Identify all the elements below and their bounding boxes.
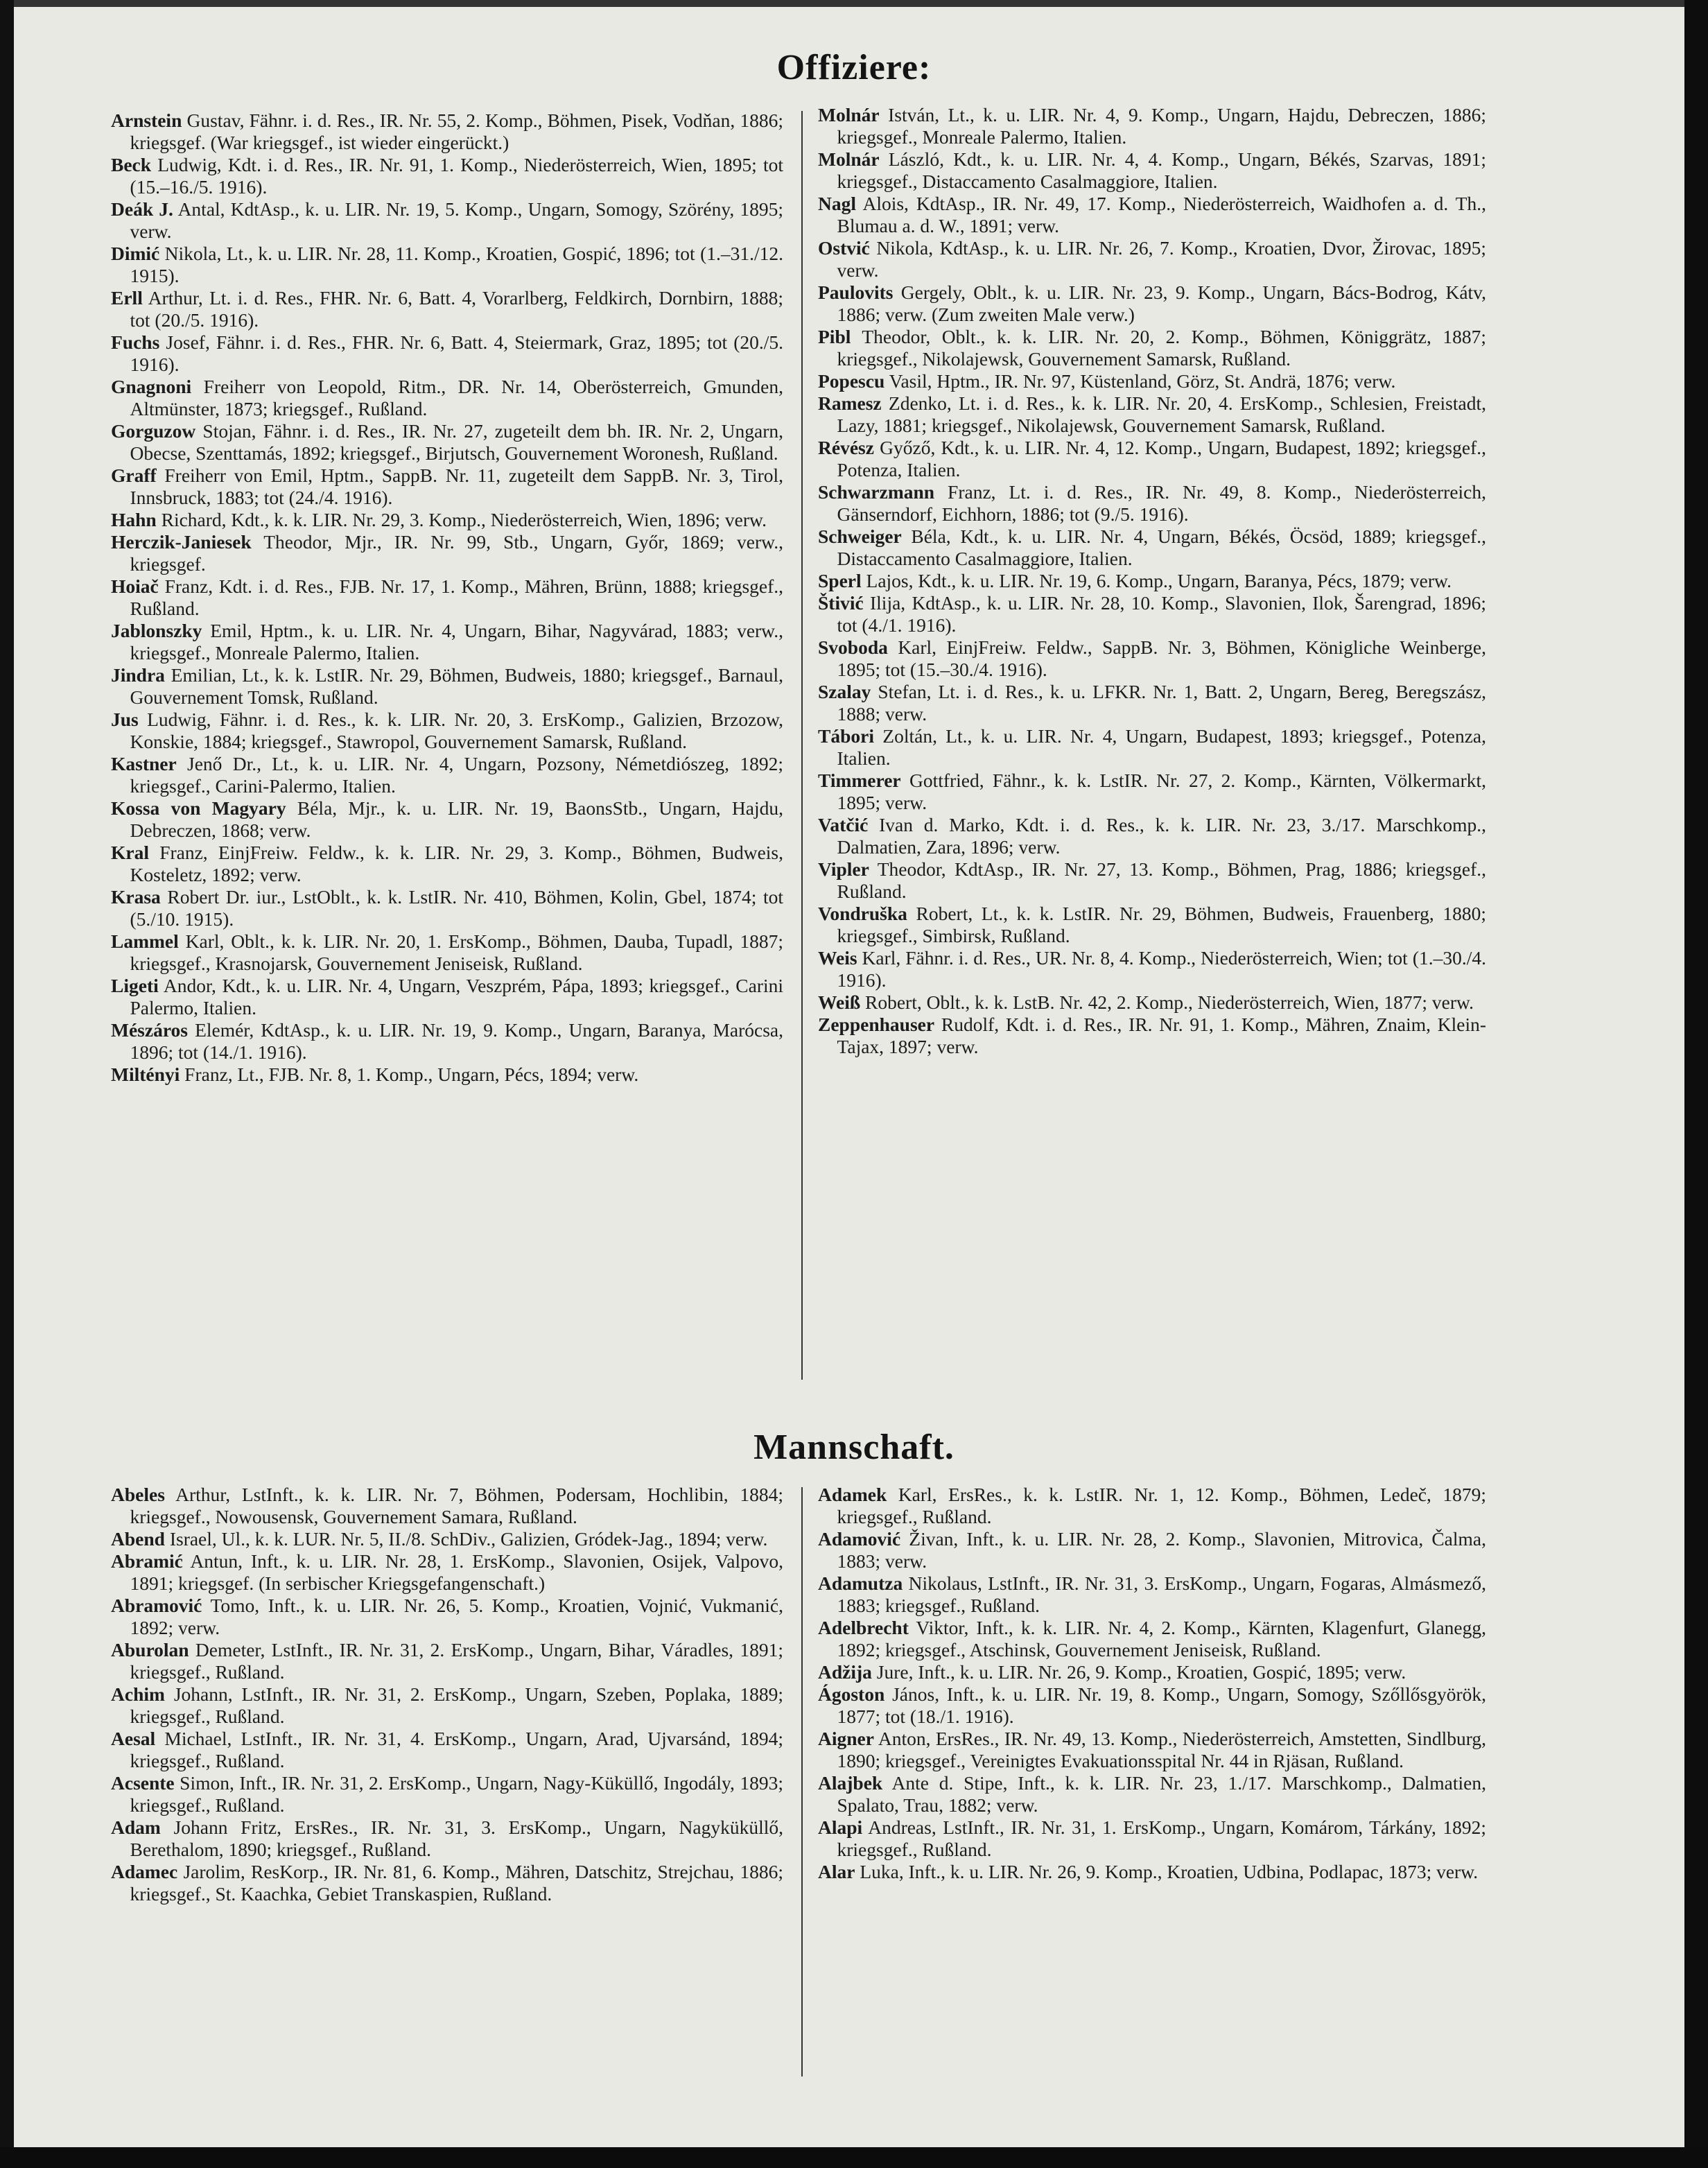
list-entry <box>111 1528 783 1550</box>
entry-surname: Herczik-Janiesek <box>111 531 252 553</box>
entry-surname: Aigner <box>818 1728 874 1749</box>
entry-details: Živan, Inft., k. u. LIR. Nr. 28, 2. Komp., Slavonien, Mitrovica, Čalma, 1883; verw. <box>837 1528 1486 1572</box>
entry-details: Johann Fritz, ErsRes., IR. Nr. 31, 3. ErsKomp., Ungarn, Nagyküküllő, Berethalom, 1890; kriegsgef., Rußland. <box>130 1816 784 1860</box>
entry-surname: Ostvić <box>818 237 870 259</box>
list-entry <box>111 287 783 331</box>
entry-surname: Svoboda <box>818 636 888 658</box>
entry-surname: Vatčić <box>818 814 869 835</box>
list-entry <box>818 947 1486 991</box>
entry-details: Anton, ErsRes., IR. Nr. 49, 13. Komp., Niederösterreich, Amstetten, Sindlburg, 1890; kriegsgef., Vereinigtes Evakuationsspital Nr. 44 in Rjäsan, Rußland. <box>837 1728 1486 1771</box>
entry-surname: Aburolan <box>111 1639 189 1660</box>
list-entry <box>818 1683 1486 1728</box>
entry-details: Elemér, KdtAsp., k. u. LIR. Nr. 19, 9. Komp., Ungarn, Baranya, Marócsa, 1896; tot (14./1. 1916). <box>130 1019 783 1063</box>
scan-border-top <box>0 0 1708 7</box>
entry-surname: Ramesz <box>818 392 882 414</box>
entry-surname: Beck <box>111 154 152 175</box>
entry-surname: Sperl <box>818 570 862 591</box>
entry-surname: Abend <box>111 1528 165 1550</box>
entry-details: Ante d. Stipe, Inft., k. k. LIR. Nr. 23, 1./17. Marschkomp., Dalmatien, Spalato, Trau, 1882; verw. <box>837 1772 1486 1816</box>
entry-details: Tomo, Inft., k. u. LIR. Nr. 26, 5. Komp., Kroatien, Vojnić, Vukmanić, 1892; verw. <box>130 1595 783 1638</box>
entry-details: Viktor, Inft., k. k. LIR. Nr. 4, 2. Komp., Kärnten, Klagenfurt, Glanegg, 1892; kriegsgef., Atschinsk, Gouvernement Jeniseisk, Rußland. <box>837 1617 1486 1660</box>
list-entry <box>818 570 1486 592</box>
entry-surname: Adamec <box>111 1861 178 1882</box>
entry-details: Johann, LstInft., IR. Nr. 31, 2. ErsKomp., Ungarn, Szeben, Poplaka, 1889; kriegsgef., Rußland. <box>130 1683 783 1727</box>
list-entry <box>818 991 1486 1014</box>
list-entry <box>111 509 783 531</box>
list-entry <box>111 1728 783 1772</box>
entry-details: István, Lt., k. u. LIR. Nr. 4, 9. Komp., Ungarn, Hajdu, Debreczen, 1886; kriegsgef., Monreale Palermo, Italien. <box>837 104 1486 148</box>
entry-details: Theodor, KdtAsp., IR. Nr. 27, 13. Komp., Böhmen, Prag, 1886; kriegsgef., Rußland. <box>837 858 1486 902</box>
list-entry <box>111 1816 783 1861</box>
entry-details: Jenő Dr., Lt., k. u. LIR. Nr. 4, Ungarn, Pozsony, Németdiószeg, 1892; kriegsgef., Carini-Palermo, Italien. <box>130 753 783 797</box>
entry-details: László, Kdt., k. u. LIR. Nr. 4, 4. Komp., Ungarn, Békés, Szarvas, 1891; kriegsgef., Distaccamento Casalmaggiore, Italien. <box>837 148 1486 192</box>
list-entry <box>111 1772 783 1816</box>
list-entry <box>111 575 783 620</box>
list-entry <box>818 237 1486 281</box>
entry-details: Győző, Kdt., k. u. LIR. Nr. 4, 12. Komp., Ungarn, Budapest, 1892; kriegsgef., Potenza, Italien. <box>837 437 1486 480</box>
list-entry <box>818 592 1486 636</box>
entry-details: Richard, Kdt., k. k. LIR. Nr. 29, 3. Komp., Niederösterreich, Wien, 1896; verw. <box>161 509 767 530</box>
entry-details: Alois, KdtAsp., IR. Nr. 49, 17. Komp., Niederösterreich, Waidhofen a. d. Th., Blumau a. d. W., 1891; verw. <box>837 193 1486 236</box>
entry-surname: Kastner <box>111 753 177 774</box>
entry-surname: Adam <box>111 1816 161 1838</box>
column-divider <box>801 111 803 1380</box>
entry-surname: Jindra <box>111 664 165 686</box>
entry-surname: Dimić <box>111 243 160 264</box>
scan-border-left <box>0 0 14 2168</box>
entry-surname: Paulovits <box>818 281 894 303</box>
entry-details: Theodor, Oblt., k. k. LIR. Nr. 20, 2. Komp., Böhmen, Königgrätz, 1887; kriegsgef., Nikolajewsk, Gouvernement Samarsk, Rußland. <box>837 326 1486 370</box>
entry-details: Nikola, Lt., k. u. LIR. Nr. 28, 11. Komp., Kroatien, Gospić, 1896; tot (1.–31./12. 1915). <box>130 243 784 286</box>
entry-details: Ludwig, Kdt. i. d. Res., IR. Nr. 91, 1. Komp., Niederösterreich, Wien, 1895; tot (15.–16./5. 1916). <box>130 154 783 198</box>
list-entry <box>818 636 1486 681</box>
column-divider <box>801 1487 803 2076</box>
entry-details: János, Inft., k. u. LIR. Nr. 19, 8. Komp., Ungarn, Somogy, Szőllősgyörök, 1877; tot (18./1. 1916). <box>837 1683 1486 1727</box>
list-entry <box>111 1484 783 1528</box>
entry-details: Freiherr von Leopold, Ritm., DR. Nr. 14, Oberösterreich, Gmunden, Altmünster, 1873; kriegsgef., Rußland. <box>130 376 783 419</box>
entry-details: Luka, Inft., k. u. LIR. Nr. 26, 9. Komp., Kroatien, Udbina, Podlapac, 1873; verw. <box>860 1861 1479 1882</box>
entry-details: Vasil, Hptm., IR. Nr. 97, Küstenland, Görz, St. Andrä, 1876; verw. <box>889 370 1396 392</box>
list-entry <box>818 104 1486 148</box>
entry-details: Stefan, Lt. i. d. Res., k. u. LFKR. Nr. 1, Batt. 2, Ungarn, Bereg, Beregszász, 1888; verw. <box>837 681 1487 725</box>
entry-surname: Alajbek <box>818 1772 883 1794</box>
entry-surname: Alar <box>818 1861 855 1882</box>
entry-details: Gustav, Fähnr. i. d. Res., IR. Nr. 55, 2. Komp., Böhmen, Pisek, Vodňan, 1886; kriegsgef. (War kriegsgef., ist wieder eingerückt.) <box>130 110 783 153</box>
entry-details: Freiherr von Emil, Hptm., SappB. Nr. 11, zugeteilt dem SappB. Nr. 3, Tirol, Innsbruck, 1883; tot (24./4. 1916). <box>130 465 783 508</box>
entry-surname: Kossa von Magyary <box>111 797 286 819</box>
entry-surname: Aesal <box>111 1728 156 1749</box>
offiziere-right-column <box>818 104 1486 1058</box>
list-entry <box>111 753 783 797</box>
entry-surname: Weis <box>818 947 857 969</box>
entry-surname: Zeppenhauser <box>818 1014 935 1035</box>
list-entry <box>111 797 783 842</box>
list-entry <box>111 886 783 930</box>
entry-details: Andor, Kdt., k. u. LIR. Nr. 4, Ungarn, Veszprém, Pápa, 1893; kriegsgef., Carini Palermo, Italien. <box>130 975 784 1018</box>
entry-surname: Popescu <box>818 370 885 392</box>
entry-surname: Vondruška <box>818 903 907 924</box>
entry-details: Robert, Oblt., k. k. LstB. Nr. 42, 2. Komp., Niederösterreich, Wien, 1877; verw. <box>865 991 1474 1013</box>
entry-surname: Fuchs <box>111 331 160 353</box>
entry-surname: Hoiač <box>111 575 159 597</box>
entry-details: Israel, Ul., k. k. LUR. Nr. 5, II./8. SchDiv., Galizien, Gródek-Jag., 1894; verw. <box>169 1528 768 1550</box>
entry-surname: Hahn <box>111 509 157 530</box>
entry-surname: Abramić <box>111 1550 183 1572</box>
entry-details: Antun, Inft., k. u. LIR. Nr. 28, 1. ErsKomp., Slavonien, Osijek, Valpovo, 1891; kriegsgef. (In serbischer Kriegsgefangenschaft.) <box>130 1550 784 1594</box>
list-entry <box>818 681 1486 725</box>
entry-surname: Adamek <box>818 1484 887 1505</box>
list-entry <box>818 814 1486 858</box>
entry-details: Béla, Mjr., k. u. LIR. Nr. 19, BaonsStb., Ungarn, Hajdu, Debreczen, 1868; verw. <box>130 797 784 841</box>
list-entry <box>818 1661 1486 1683</box>
entry-details: Franz, Lt. i. d. Res., IR. Nr. 49, 8. Komp., Niederösterreich, Gänserndorf, Eichhorn, 1886; tot (9./5. 1916). <box>837 481 1486 525</box>
entry-details: Emilian, Lt., k. k. LstIR. Nr. 29, Böhmen, Budweis, 1880; kriegsgef., Barnaul, Gouvernement Tomsk, Rußland. <box>130 664 783 708</box>
entry-surname: Vipler <box>818 858 869 880</box>
entry-surname: Achim <box>111 1683 165 1705</box>
offiziere-heading: Offiziere: <box>776 48 932 87</box>
entry-surname: Adžija <box>818 1661 872 1683</box>
mannschaft-heading: Mannschaft. <box>753 1428 955 1467</box>
entry-details: Robert Dr. iur., LstOblt., k. k. LstIR. Nr. 410, Böhmen, Kolin, Gbel, 1874; tot (5./10. 1915). <box>130 886 783 930</box>
list-entry <box>111 154 783 198</box>
entry-details: Gottfried, Fähnr., k. k. LstIR. Nr. 27, 2. Komp., Kärnten, Völkermarkt, 1895; verw. <box>837 770 1487 813</box>
list-entry <box>111 842 783 886</box>
list-entry <box>111 1019 783 1064</box>
list-entry <box>818 1484 1486 1528</box>
entry-surname: Abeles <box>111 1484 165 1505</box>
entry-surname: Schweiger <box>818 526 902 547</box>
list-entry <box>111 243 783 287</box>
scan-border-right <box>1684 0 1708 2168</box>
entry-surname: Gorguzow <box>111 420 196 442</box>
entry-surname: Tábori <box>818 725 874 747</box>
entry-details: Béla, Kdt., k. u. LIR. Nr. 4, Ungarn, Békés, Öcsöd, 1889; kriegsgef., Distaccamento Casalmaggiore, Italien. <box>837 526 1486 569</box>
list-entry <box>818 392 1486 437</box>
entry-details: Rudolf, Kdt. i. d. Res., IR. Nr. 91, 1. Komp., Mähren, Znaim, Klein-Tajax, 1897; verw. <box>837 1014 1487 1057</box>
list-entry <box>818 1816 1486 1861</box>
entry-surname: Graff <box>111 465 157 486</box>
entry-details: Zoltán, Lt., k. u. LIR. Nr. 4, Ungarn, Budapest, 1893; kriegsgef., Potenza, Italien. <box>837 725 1486 769</box>
list-entry <box>111 331 783 376</box>
entry-details: Michael, LstInft., IR. Nr. 31, 4. ErsKomp., Ungarn, Arad, Ujvarsánd, 1894; kriegsgef., Rußland. <box>130 1728 784 1771</box>
list-entry <box>818 1617 1486 1661</box>
list-entry <box>111 110 783 154</box>
entry-details: Karl, Fähnr. i. d. Res., UR. Nr. 8, 4. Komp., Niederösterreich, Wien; tot (1.–30./4. 1916). <box>837 947 1486 991</box>
entry-surname: Ágoston <box>818 1683 885 1705</box>
entry-surname: Deák J. <box>111 198 173 220</box>
entry-details: Arthur, Lt. i. d. Res., FHR. Nr. 6, Batt. 4, Vorarlberg, Feldkirch, Dornbirn, 1888; tot (20./5. 1916). <box>130 287 783 331</box>
entry-details: Antal, KdtAsp., k. u. LIR. Nr. 19, 5. Komp., Ungarn, Somogy, Szörény, 1895; verw. <box>130 198 784 242</box>
list-entry <box>111 1595 783 1639</box>
entry-surname: Pibl <box>818 326 851 347</box>
list-entry <box>111 975 783 1019</box>
entry-details: Ilija, KdtAsp., k. u. LIR. Nr. 28, 10. Komp., Slavonien, Ilok, Šarengrad, 1896; tot (4./1. 1916). <box>837 592 1487 636</box>
entry-details: Theodor, Mjr., IR. Nr. 99, Stb., Ungarn, Győr, 1869; verw., kriegsgef. <box>130 531 783 575</box>
entry-surname: Adamutza <box>818 1572 903 1594</box>
list-entry <box>111 1064 783 1086</box>
entry-details: Demeter, LstInft., IR. Nr. 31, 2. ErsKomp., Ungarn, Bihar, Váradles, 1891; kriegsgef., Rußland. <box>130 1639 783 1683</box>
entry-surname: Lammel <box>111 930 179 952</box>
list-entry <box>818 193 1486 237</box>
entry-surname: Erll <box>111 287 143 309</box>
entry-details: Emil, Hptm., k. u. LIR. Nr. 4, Ungarn, Bihar, Nagyvárad, 1883; verw., kriegsgef., Monreale Palermo, Italien. <box>130 620 784 664</box>
entry-surname: Mészáros <box>111 1019 188 1041</box>
list-entry <box>818 770 1486 814</box>
entry-surname: Timmerer <box>818 770 901 791</box>
mannschaft-right-column <box>818 1484 1486 1883</box>
entry-surname: Ligeti <box>111 975 159 996</box>
entry-details: Jarolim, ResKorp., IR. Nr. 81, 6. Komp., Mähren, Datschitz, Strejchau, 1886; kriegsgef., St. Kaachka, Gebiet Transkaspien, Rußland. <box>130 1861 783 1905</box>
entry-surname: Révész <box>818 437 874 458</box>
entry-details: Robert, Lt., k. k. LstIR. Nr. 29, Böhmen, Budweis, Frauenberg, 1880; kriegsgef., Simbirsk, Rußland. <box>837 903 1487 946</box>
list-entry <box>111 1683 783 1728</box>
entry-details: Gergely, Oblt., k. u. LIR. Nr. 23, 9. Komp., Ungarn, Bács-Bodrog, Kátv, 1886; verw. (Zum zweiten Male verw.) <box>837 281 1486 325</box>
list-entry <box>818 370 1486 392</box>
entry-surname: Jus <box>111 709 139 730</box>
list-entry <box>111 1550 783 1595</box>
entry-details: Zdenko, Lt. i. d. Res., k. k. LIR. Nr. 20, 4. ErsKomp., Schlesien, Freistadt, Lazy, 1881; kriegsgef., Nikolajewsk, Gouvernement Samarsk, Rußland. <box>837 392 1486 436</box>
entry-surname: Nagl <box>818 193 856 214</box>
list-entry <box>818 1528 1486 1572</box>
mannschaft-left-column <box>111 1484 783 1905</box>
list-entry <box>818 148 1486 193</box>
list-entry <box>818 1772 1486 1816</box>
list-entry <box>818 526 1486 570</box>
list-entry <box>111 420 783 465</box>
list-entry <box>111 1639 783 1683</box>
list-entry <box>818 1572 1486 1617</box>
list-entry <box>111 465 783 509</box>
entry-details: Karl, Oblt., k. k. LIR. Nr. 20, 1. ErsKomp., Böhmen, Dauba, Tupadl, 1887; kriegsgef., Krasnojarsk, Gouvernement Jeniseisk, Rußland. <box>130 930 784 974</box>
entry-details: Franz, EinjFreiw. Feldw., k. k. LIR. Nr. 29, 3. Komp., Böhmen, Budweis, Kosteletz, 1892; verw. <box>130 842 784 885</box>
list-entry <box>111 376 783 420</box>
list-entry <box>111 620 783 664</box>
list-entry <box>818 1014 1486 1058</box>
list-entry <box>818 437 1486 481</box>
entry-surname: Abramović <box>111 1595 202 1616</box>
entry-details: Ludwig, Fähnr. i. d. Res., k. k. LIR. Nr. 20, 3. ErsKomp., Galizien, Brzozow, Konskie, 1884; kriegsgef., Stawropol, Gouvernement Samarsk, Rußland. <box>130 709 784 752</box>
entry-surname: Molnár <box>818 148 880 170</box>
entry-surname: Adamović <box>818 1528 901 1550</box>
entry-surname: Weiß <box>818 991 861 1013</box>
offiziere-left-column <box>111 110 783 1086</box>
list-entry <box>111 709 783 753</box>
entry-details: Nikolaus, LstInft., IR. Nr. 31, 3. ErsKomp., Ungarn, Fogaras, Almásmező, 1883; kriegsgef., Rußland. <box>837 1572 1486 1616</box>
list-entry <box>818 326 1486 370</box>
list-entry <box>818 481 1486 526</box>
list-entry <box>818 858 1486 903</box>
entry-details: Arthur, LstInft., k. k. LIR. Nr. 7, Böhmen, Podersam, Hochlibin, 1884; kriegsgef., Nowousensk, Gouvernement Samara, Rußland. <box>130 1484 783 1527</box>
entry-surname: Gnagnoni <box>111 376 192 397</box>
entry-details: Karl, ErsRes., k. k. LstIR. Nr. 1, 12. Komp., Böhmen, Ledeč, 1879; kriegsgef., Rußland. <box>837 1484 1487 1527</box>
entry-surname: Kral <box>111 842 149 863</box>
entry-details: Simon, Inft., IR. Nr. 31, 2. ErsKomp., Ungarn, Nagy-Küküllő, Ingodály, 1893; kriegsgef., Rußland. <box>130 1772 784 1816</box>
entry-surname: Szalay <box>818 681 871 702</box>
list-entry <box>818 725 1486 770</box>
list-entry <box>111 664 783 709</box>
entry-surname: Molnár <box>818 104 880 125</box>
entry-surname: Krasa <box>111 886 161 908</box>
entry-details: Ivan d. Marko, Kdt. i. d. Res., k. k. LIR. Nr. 23, 3./17. Marschkomp., Dalmatien, Zara, 1896; verw. <box>837 814 1487 858</box>
list-entry <box>818 1861 1486 1883</box>
list-entry <box>111 1861 783 1905</box>
entry-details: Lajos, Kdt., k. u. LIR. Nr. 19, 6. Komp., Ungarn, Baranya, Pécs, 1879; verw. <box>866 570 1452 591</box>
list-entry <box>111 198 783 243</box>
entry-surname: Štivić <box>818 592 864 614</box>
entry-surname: Schwarzmann <box>818 481 935 503</box>
list-entry <box>818 281 1486 326</box>
entry-surname: Alapi <box>818 1816 863 1838</box>
entry-surname: Jablonszky <box>111 620 202 641</box>
entry-details: Andreas, LstInft., IR. Nr. 31, 1. ErsKomp., Ungarn, Komárom, Tárkány, 1892; kriegsgef., Rußland. <box>837 1816 1487 1860</box>
entry-details: Josef, Fähnr. i. d. Res., FHR. Nr. 6, Batt. 4, Steiermark, Graz, 1895; tot (20./5. 1916). <box>130 331 784 375</box>
entry-surname: Adelbrecht <box>818 1617 909 1638</box>
list-entry <box>818 903 1486 947</box>
entry-details: Nikola, KdtAsp., k. u. LIR. Nr. 26, 7. Komp., Kroatien, Dvor, Žirovac, 1895; verw. <box>837 237 1487 281</box>
list-entry <box>111 531 783 575</box>
entry-surname: Miltényi <box>111 1064 180 1085</box>
entry-details: Jure, Inft., k. u. LIR. Nr. 26, 9. Komp., Kroatien, Gospić, 1895; verw. <box>876 1661 1406 1683</box>
entry-details: Stojan, Fähnr. i. d. Res., IR. Nr. 27, zugeteilt dem bh. IR. Nr. 2, Ungarn, Obecse, Szenttamás, 1892; kriegsgef., Birjutsch, Gouvernement Woronesh, Rußland. <box>130 420 784 464</box>
entry-surname: Arnstein <box>111 110 182 131</box>
list-entry <box>111 930 783 975</box>
entry-details: Franz, Lt., FJB. Nr. 8, 1. Komp., Ungarn, Pécs, 1894; verw. <box>184 1064 639 1085</box>
list-entry <box>818 1728 1486 1772</box>
scan-border-bottom <box>0 2147 1708 2168</box>
entry-surname: Acsente <box>111 1772 175 1794</box>
entry-details: Karl, EinjFreiw. Feldw., SappB. Nr. 3, Böhmen, Königliche Weinberge, 1895; tot (15.–30./4. 1916). <box>837 636 1486 680</box>
entry-details: Franz, Kdt. i. d. Res., FJB. Nr. 17, 1. Komp., Mähren, Brünn, 1888; kriegsgef., Rußland. <box>130 575 784 619</box>
